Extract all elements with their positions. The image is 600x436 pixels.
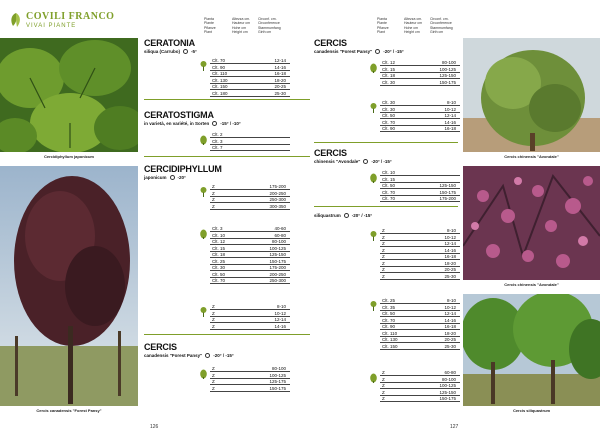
size-row bbox=[380, 80, 460, 86]
row-range: 8-10 bbox=[276, 304, 286, 309]
row-range: 18-20 bbox=[274, 77, 286, 83]
row-size-code: Clt. 70 bbox=[382, 317, 396, 323]
row-range: 18-20 bbox=[444, 260, 456, 266]
exposure-temp: -20° / -15° bbox=[351, 213, 373, 218]
size-row bbox=[210, 71, 290, 77]
size-row bbox=[210, 265, 290, 271]
row-size-code: Clt. 130 bbox=[212, 77, 228, 83]
size-row bbox=[380, 337, 460, 343]
size-row bbox=[380, 241, 460, 247]
row-size-code: Z bbox=[382, 247, 385, 253]
row-range: 125-150 bbox=[439, 183, 456, 188]
row-size-code: Clt. 70 bbox=[382, 196, 396, 201]
row-size-code: Clt. 130 bbox=[382, 337, 398, 342]
section-subtitle: in varietà, en variété, in Sorten bbox=[144, 121, 210, 126]
size-row bbox=[380, 126, 460, 132]
row-range: 125-150 bbox=[439, 389, 456, 395]
row-size-code: Clt. 12 bbox=[382, 60, 396, 65]
row-size-code: Clt. 18 bbox=[382, 73, 396, 78]
row-size-code: Z bbox=[382, 383, 385, 388]
bush-icon bbox=[370, 60, 377, 70]
section-cercis-chinensis bbox=[314, 148, 392, 165]
size-row bbox=[380, 120, 460, 126]
row-size-code: Z bbox=[212, 203, 215, 209]
row-range bbox=[240, 132, 290, 137]
row-range bbox=[240, 139, 290, 144]
row-size-code: Z bbox=[382, 241, 385, 246]
row-range: 150-175 bbox=[269, 385, 286, 391]
size-row bbox=[210, 304, 290, 310]
row-size-code: Clt. 70 bbox=[212, 58, 226, 63]
row-range: 175-200 bbox=[269, 265, 286, 270]
size-row bbox=[210, 132, 290, 138]
row-range: 175-200 bbox=[269, 184, 286, 189]
size-row bbox=[380, 254, 460, 260]
row-size-code: Clt. 50 bbox=[382, 183, 396, 188]
row-range: 200-250 bbox=[269, 271, 286, 277]
size-row bbox=[210, 239, 290, 245]
row-size-code: Clt. 35 bbox=[382, 304, 396, 310]
size-row bbox=[380, 298, 460, 304]
section-title: CERCIS bbox=[144, 342, 177, 352]
row-size-code: Clt. 110 bbox=[382, 330, 398, 336]
section-cercis-forest-pansy-left bbox=[144, 342, 234, 359]
row-size-code: Z bbox=[212, 184, 215, 189]
row-range: 20-25 bbox=[444, 267, 456, 272]
row-range: 14-16 bbox=[274, 64, 286, 70]
row-range: 12-14 bbox=[444, 241, 456, 246]
tree-icon bbox=[370, 298, 377, 308]
row-size-code: Clt. 15 bbox=[382, 66, 396, 72]
row-range: 100-125 bbox=[439, 383, 456, 388]
lang-header-girth-right: Circonf. cm. Circonference Stammumfang Girth cm bbox=[430, 17, 453, 34]
size-row bbox=[210, 184, 290, 190]
row-range: 16-18 bbox=[444, 324, 456, 329]
row-range: 10-12 bbox=[444, 304, 456, 310]
lang-header-height-left: Altezza cm. Hauteur cm Hohe cm Height cm bbox=[232, 17, 251, 34]
size-row bbox=[380, 370, 460, 376]
row-range: 80-100 bbox=[271, 239, 286, 244]
size-row bbox=[210, 78, 290, 84]
row-size-code: Z bbox=[382, 267, 385, 272]
section-divider bbox=[314, 206, 458, 207]
row-size-code: Clt. 70 bbox=[382, 119, 396, 125]
row-range: 150-175 bbox=[439, 189, 456, 195]
row-range: 14-16 bbox=[444, 247, 456, 253]
row-size-code: Z bbox=[212, 310, 215, 316]
page-number-right: 127 bbox=[450, 424, 459, 430]
tree-icon bbox=[370, 100, 377, 110]
exposure-temp: -20° / -15° bbox=[213, 353, 234, 358]
row-range: 150-175 bbox=[269, 258, 286, 264]
exposure-icon bbox=[212, 121, 217, 126]
photo-cercis-avondale-flowers bbox=[463, 166, 600, 280]
exposure-temp: -5° bbox=[191, 49, 197, 54]
exposure-temp: -20° bbox=[177, 175, 186, 180]
exposure-icon bbox=[170, 175, 175, 180]
size-row bbox=[210, 197, 290, 203]
lang-header-plant-right: Pianta Plante Pflanze Plant bbox=[377, 17, 389, 34]
photo-cercis-avondale-shrub bbox=[463, 38, 600, 152]
size-row bbox=[210, 58, 290, 64]
size-row bbox=[380, 344, 460, 350]
row-size-code: Z bbox=[212, 304, 215, 309]
row-range: 100-125 bbox=[269, 245, 286, 251]
row-size-code: Z bbox=[212, 379, 215, 384]
row-range: 12-14 bbox=[444, 311, 456, 316]
exposure-icon bbox=[344, 213, 349, 218]
size-row bbox=[210, 91, 290, 97]
section-subtitle: siliquastrum bbox=[314, 213, 341, 218]
row-size-code: Clt. 70 bbox=[382, 189, 396, 195]
bush-icon bbox=[370, 370, 377, 380]
size-row bbox=[380, 383, 460, 389]
size-row bbox=[210, 145, 290, 151]
section-cercidiphyllum bbox=[144, 164, 222, 181]
size-row bbox=[210, 226, 290, 232]
row-range: 200-250 bbox=[269, 190, 286, 196]
size-row bbox=[210, 233, 290, 239]
row-range: 8-10 bbox=[446, 228, 456, 233]
row-range: 25-30 bbox=[444, 273, 456, 279]
size-row bbox=[380, 390, 460, 396]
size-row bbox=[210, 324, 290, 330]
section-title: CERCIDIPHYLLUM bbox=[144, 164, 222, 174]
photo-cercis-forest-pansy bbox=[0, 166, 138, 406]
size-row bbox=[380, 190, 460, 196]
row-range: 16-18 bbox=[444, 126, 456, 131]
row-range bbox=[240, 145, 290, 150]
section-ceratonia bbox=[144, 38, 197, 55]
section-ceratostigma bbox=[144, 110, 241, 127]
row-size-code: Clt. 25 bbox=[212, 258, 226, 264]
size-row bbox=[380, 107, 460, 113]
size-row bbox=[210, 246, 290, 252]
brand-logo bbox=[4, 4, 144, 38]
row-size-code: Z bbox=[382, 370, 385, 375]
lang-header-plant-left: Pianta Plante Pflanze Plant bbox=[204, 17, 216, 34]
row-range: 40-60 bbox=[274, 226, 286, 231]
row-size-code: Clt. 3 bbox=[212, 226, 223, 231]
row-range: 150-175 bbox=[439, 396, 456, 401]
row-size-code: Z bbox=[382, 234, 385, 240]
row-size-code: Clt. 30 bbox=[212, 265, 226, 270]
tree-icon bbox=[200, 304, 207, 314]
exposure-temp: -15° / -10° bbox=[220, 121, 241, 126]
section-subtitle: chinensis "Avondale" bbox=[314, 159, 361, 164]
row-size-code: Clt. 15 bbox=[212, 245, 226, 251]
row-range: 20-25 bbox=[274, 84, 286, 89]
row-size-code: Z bbox=[212, 385, 215, 391]
row-size-code: Clt. 90 bbox=[382, 126, 396, 131]
row-size-code: Clt. 90 bbox=[212, 64, 226, 70]
section-cercis-siliquastrum bbox=[314, 212, 372, 219]
size-row bbox=[210, 252, 290, 258]
row-range bbox=[410, 170, 460, 175]
row-size-code: Z bbox=[382, 254, 385, 259]
size-row bbox=[380, 170, 460, 176]
size-row bbox=[210, 65, 290, 71]
row-size-code: Clt. 150 bbox=[212, 84, 228, 89]
size-row bbox=[380, 248, 460, 254]
size-row bbox=[380, 228, 460, 234]
size-row bbox=[210, 379, 290, 385]
row-range: 12-14 bbox=[274, 58, 286, 63]
row-range: 175-200 bbox=[439, 196, 456, 201]
row-size-code: Z bbox=[382, 389, 385, 395]
row-size-code: Clt. 30 bbox=[382, 100, 396, 105]
caption-photo-1: Cercidiphyllum japonicum bbox=[43, 154, 94, 159]
bush-icon bbox=[200, 226, 207, 236]
exposure-temp: -20° / -15° bbox=[383, 49, 404, 54]
size-row bbox=[210, 84, 290, 90]
size-row bbox=[380, 396, 460, 402]
row-size-code: Z bbox=[212, 323, 215, 329]
row-size-code: Clt. 30 bbox=[382, 79, 396, 85]
section-subtitle: siliqua (Carrubo) bbox=[144, 49, 181, 54]
row-size-code: Clt. 110 bbox=[212, 71, 228, 76]
row-range: 80-100 bbox=[441, 376, 456, 382]
row-size-code: Z bbox=[212, 317, 215, 322]
section-cercis-forest-pansy-right bbox=[314, 38, 404, 55]
size-row bbox=[380, 318, 460, 324]
row-size-code: Z bbox=[382, 273, 385, 279]
size-row bbox=[380, 261, 460, 267]
exposure-icon bbox=[205, 353, 210, 358]
size-row bbox=[380, 324, 460, 330]
row-range: 18-20 bbox=[444, 330, 456, 336]
row-range: 10-12 bbox=[444, 234, 456, 240]
row-range: 250-300 bbox=[269, 278, 286, 283]
size-row bbox=[380, 113, 460, 119]
page-number-left: 126 bbox=[150, 424, 159, 430]
row-range: 60-80 bbox=[444, 370, 456, 375]
size-row bbox=[210, 317, 290, 323]
row-range: 12-14 bbox=[274, 317, 286, 322]
row-range bbox=[410, 177, 460, 182]
row-range: 125-150 bbox=[439, 73, 456, 78]
lang-header-girth-left: Circonf. cm. Circonference Stammumfang Girth cm bbox=[258, 17, 281, 34]
row-size-code: Clt. 25 bbox=[382, 298, 396, 303]
lang-header-height-right: Altezza cm. Hauteur cm Hohe cm Height cm bbox=[404, 17, 423, 34]
size-row bbox=[380, 196, 460, 202]
section-divider bbox=[144, 334, 310, 335]
row-size-code: Clt. 15 bbox=[382, 176, 396, 182]
section-divider bbox=[144, 99, 310, 100]
size-row bbox=[210, 191, 290, 197]
size-row bbox=[210, 272, 290, 278]
section-title: CERCIS bbox=[314, 38, 347, 48]
caption-photo-5: Cercis siliquastrum bbox=[512, 408, 551, 413]
row-size-code: Clt. 70 bbox=[212, 278, 226, 283]
tree-icon bbox=[200, 58, 207, 68]
row-size-code: Clt. 30 bbox=[382, 106, 396, 112]
row-size-code: Z bbox=[382, 228, 385, 233]
size-row bbox=[380, 235, 460, 241]
size-row bbox=[380, 73, 460, 79]
size-row bbox=[210, 386, 290, 392]
section-subtitle: japonicum bbox=[144, 175, 167, 180]
row-size-code: Z bbox=[212, 366, 215, 371]
row-range: 125-175 bbox=[269, 379, 286, 384]
size-row bbox=[210, 311, 290, 317]
row-range: 25-30 bbox=[444, 343, 456, 349]
size-row bbox=[210, 366, 290, 372]
row-range: 14-16 bbox=[444, 119, 456, 125]
row-range: 25-30 bbox=[274, 90, 286, 96]
size-row bbox=[380, 377, 460, 383]
row-range: 150-175 bbox=[439, 79, 456, 85]
size-row bbox=[380, 267, 460, 273]
size-row bbox=[380, 311, 460, 317]
row-size-code: Clt. 10 bbox=[382, 170, 396, 175]
row-range: 80-100 bbox=[271, 366, 286, 371]
row-range: 20-25 bbox=[444, 337, 456, 342]
size-row bbox=[210, 278, 290, 284]
row-range: 8-10 bbox=[446, 100, 456, 105]
row-range: 60-80 bbox=[274, 232, 286, 238]
row-range: 100-125 bbox=[439, 66, 456, 72]
size-row bbox=[210, 259, 290, 265]
brand-subtitle: VIVAI PIANTE bbox=[26, 23, 77, 29]
exposure-temp: -20° / -15° bbox=[371, 159, 392, 164]
size-row bbox=[380, 177, 460, 183]
row-size-code: Clt. 50 bbox=[382, 113, 396, 118]
caption-photo-3: Cercis chinensis "Avondale" bbox=[504, 154, 559, 159]
row-range: 80-100 bbox=[441, 60, 456, 65]
size-row bbox=[380, 274, 460, 280]
row-range: 125-150 bbox=[269, 252, 286, 257]
photo-cercidiphyllum bbox=[0, 38, 138, 152]
row-range: 14-16 bbox=[444, 317, 456, 323]
section-title: CERCIS bbox=[314, 148, 347, 158]
brand-mark-icon bbox=[10, 12, 22, 28]
section-subtitle: canadensis "Forest Pansy" bbox=[314, 49, 373, 54]
row-size-code: Clt. 18 bbox=[212, 252, 226, 257]
row-range: 14-16 bbox=[274, 323, 286, 329]
row-range: 10-12 bbox=[444, 106, 456, 112]
row-size-code: Z bbox=[382, 376, 385, 382]
size-row bbox=[380, 305, 460, 311]
row-range: 10-12 bbox=[274, 310, 286, 316]
row-size-code: Clt. 150 bbox=[382, 343, 398, 349]
row-size-code: Clt. 90 bbox=[382, 324, 396, 329]
section-title: CERATONIA bbox=[144, 38, 195, 48]
row-range: 8-10 bbox=[446, 298, 456, 303]
row-range: 12-14 bbox=[444, 113, 456, 118]
size-row bbox=[210, 373, 290, 379]
section-divider bbox=[144, 156, 310, 157]
tree-icon bbox=[200, 184, 207, 194]
bush-icon bbox=[200, 132, 207, 142]
row-size-code: Z bbox=[382, 396, 385, 401]
bush-icon bbox=[370, 170, 377, 180]
row-size-code: Clt. 12 bbox=[212, 239, 226, 244]
size-row bbox=[380, 183, 460, 189]
row-size-code: Clt. 50 bbox=[212, 271, 226, 277]
row-size-code: Z bbox=[212, 190, 215, 196]
section-subtitle: canadensis "Forest Pansy" bbox=[144, 353, 203, 358]
row-size-code: Clt. 10 bbox=[212, 232, 226, 238]
row-range: 100-125 bbox=[269, 372, 286, 378]
exposure-icon bbox=[183, 49, 188, 54]
size-row bbox=[380, 100, 460, 106]
caption-photo-2: Cercis canadensis "Forest Pansy" bbox=[36, 408, 102, 413]
row-size-code: Z bbox=[382, 260, 385, 266]
row-range: 300-350 bbox=[269, 203, 286, 209]
row-size-code: Clt. 180 bbox=[212, 90, 228, 96]
size-row bbox=[210, 204, 290, 210]
row-size-code: Z bbox=[212, 372, 215, 378]
row-size-code: Clt. 2 bbox=[212, 132, 223, 137]
caption-photo-4: Cercis chinensis "Avondale" bbox=[504, 282, 559, 287]
exposure-icon bbox=[363, 159, 368, 164]
size-row bbox=[210, 139, 290, 145]
bush-icon bbox=[200, 366, 207, 376]
section-divider bbox=[314, 142, 458, 143]
row-range: 16-18 bbox=[444, 254, 456, 259]
row-size-code: Clt. 3 bbox=[212, 138, 223, 144]
row-size-code: Clt. 7 bbox=[212, 145, 223, 150]
row-size-code: Clt. 50 bbox=[382, 311, 396, 316]
brand-name: COVILI FRANCO bbox=[26, 11, 115, 22]
exposure-icon bbox=[375, 49, 380, 54]
tree-icon bbox=[370, 228, 377, 238]
photo-cercis-siliquastrum bbox=[463, 294, 600, 406]
size-row bbox=[380, 67, 460, 73]
row-range: 250-300 bbox=[269, 197, 286, 202]
section-title: CERATOSTIGMA bbox=[144, 110, 214, 120]
row-range: 16-18 bbox=[274, 71, 286, 76]
size-row bbox=[380, 60, 460, 66]
row-size-code: Z bbox=[212, 197, 215, 202]
size-row bbox=[380, 331, 460, 337]
